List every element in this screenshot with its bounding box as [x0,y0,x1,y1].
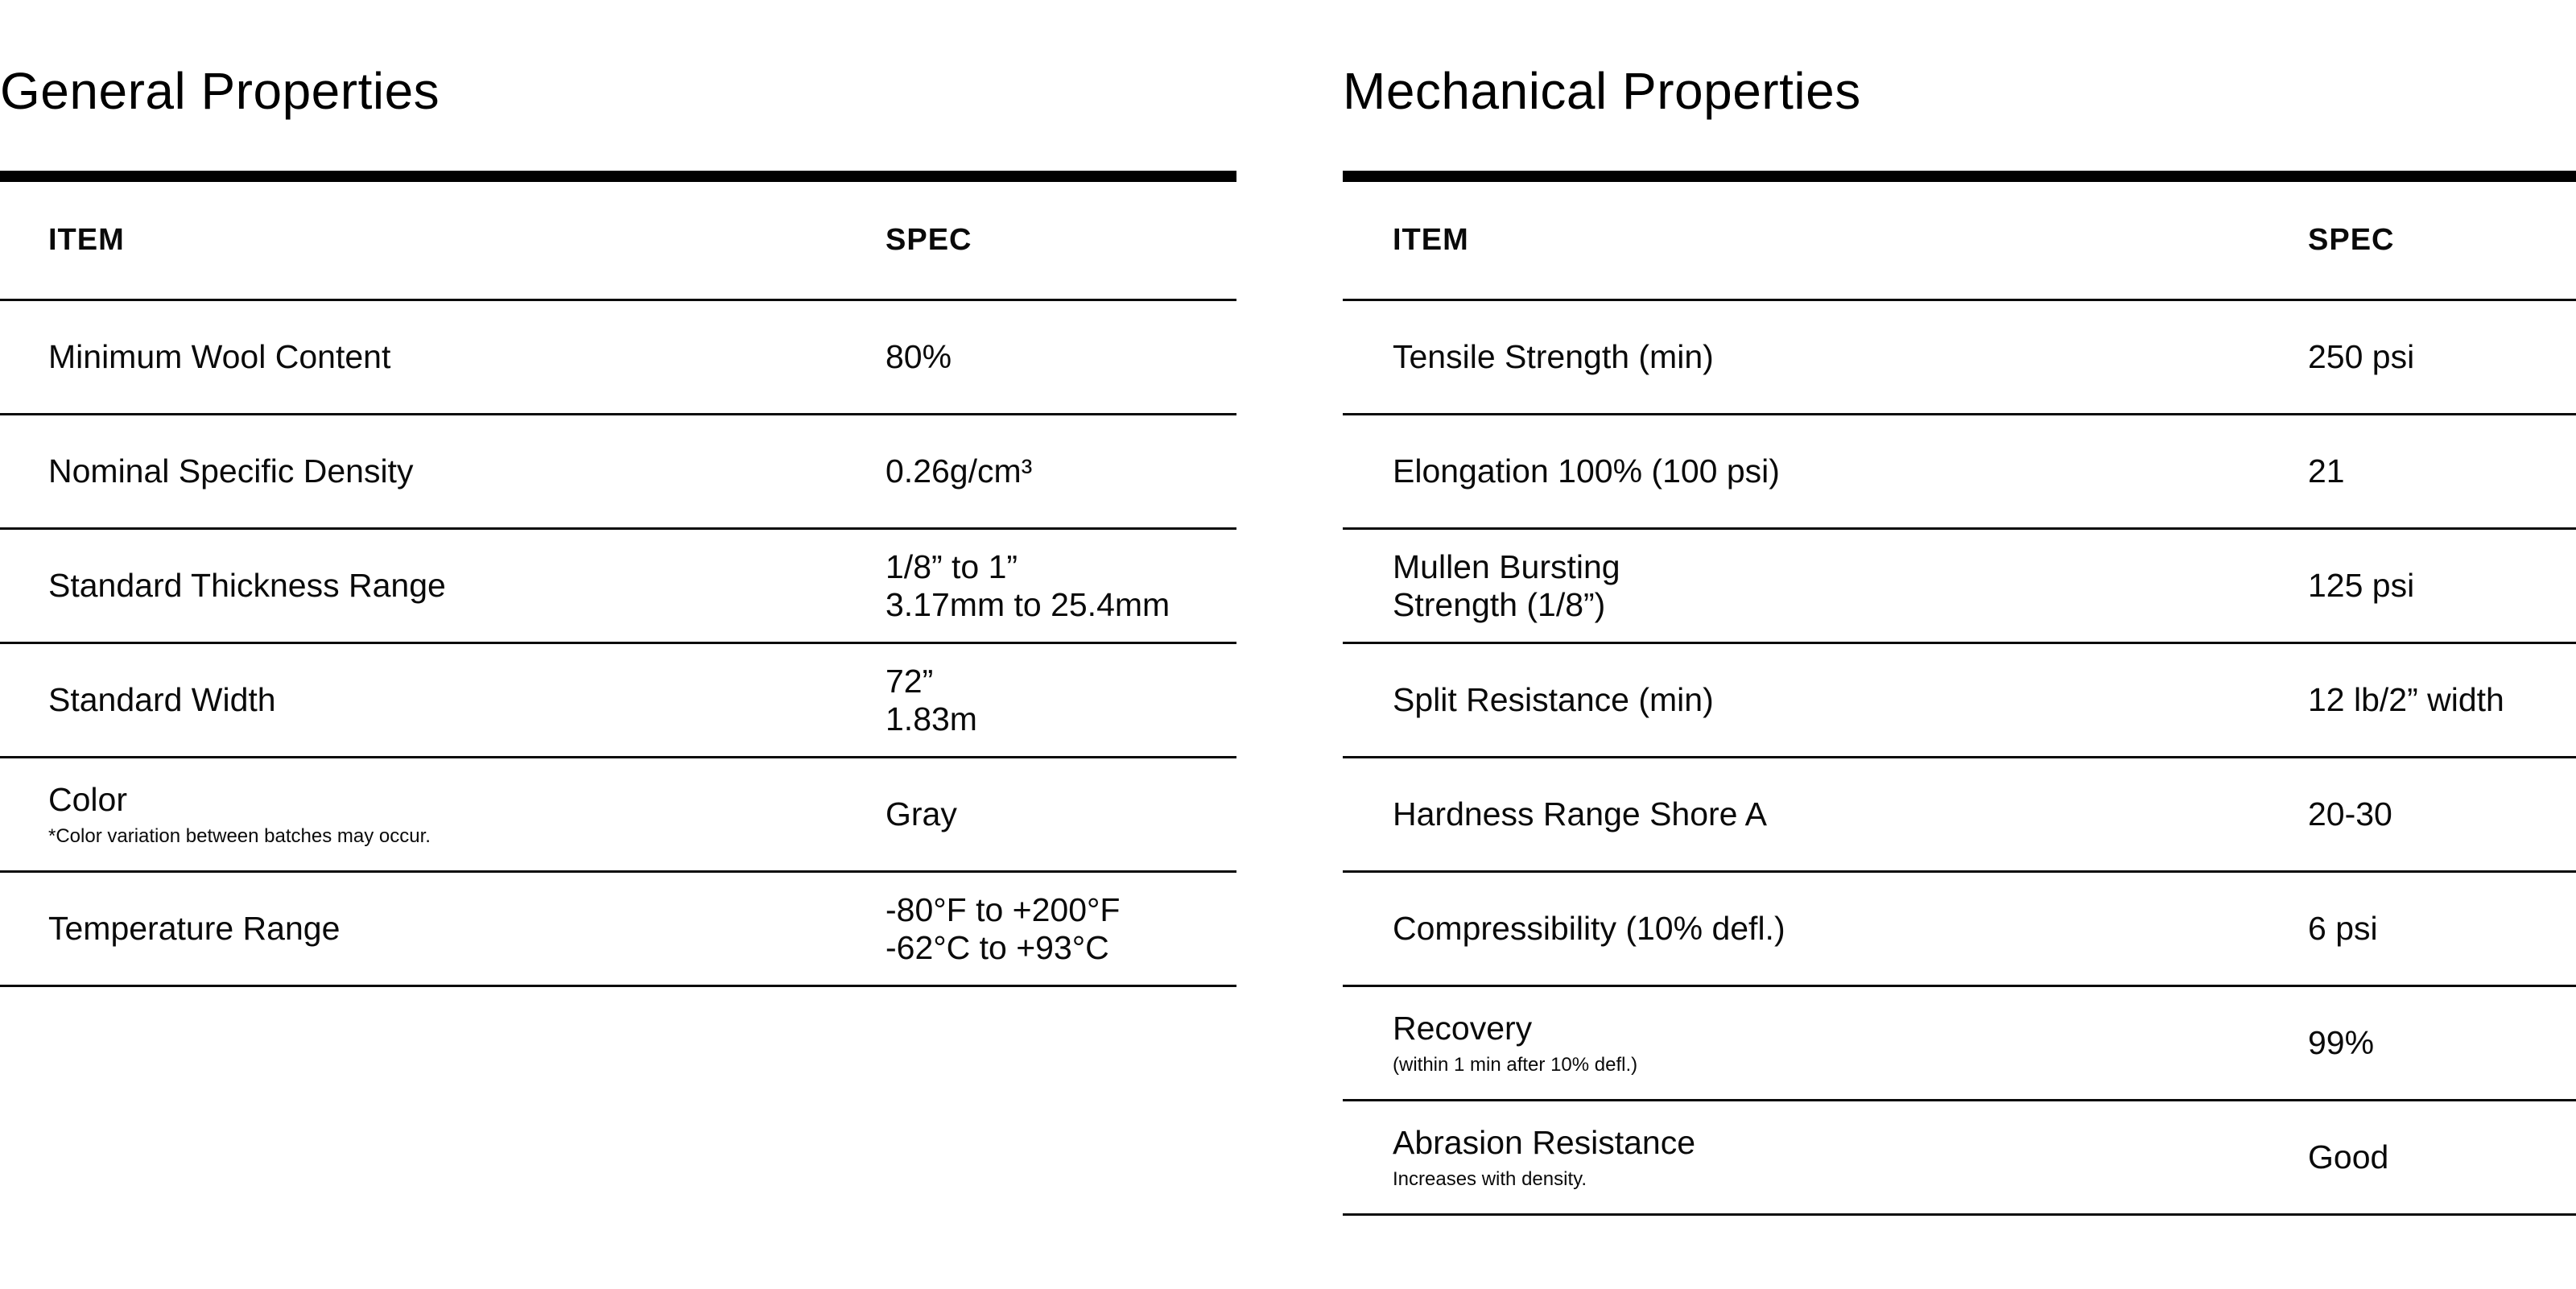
spec-cell [886,452,1236,490]
item-label-line: Strength (1/8”) [1393,585,1606,623]
spec-value: 6 psi [2308,910,2378,948]
item-label: Nominal Specific Density [48,452,414,490]
spec-value: 12 lb/2” width [2308,681,2504,719]
spec-value-line: -80°F to +200°F [886,890,1121,928]
spec-value-line: 1.83m [886,700,977,737]
spec-value: 125 psi [2308,567,2415,605]
item-label: Color [48,780,127,818]
item-cell [1343,910,2308,948]
item-cell [1343,681,2308,719]
item-cell [1343,338,2308,376]
item-label: Standard Width [48,681,276,719]
column-header-item: ITEM [1393,223,1469,258]
item-cell [0,567,886,605]
column-header-spec: SPEC [2308,223,2395,258]
spec-value-line: -62°C to +93°C [886,928,1109,966]
table-title: General Properties [0,62,440,120]
table-row [0,530,1236,644]
table-row [1343,873,2576,987]
mechanical-properties-table [1343,0,2576,1216]
spec-cell [2308,795,2576,833]
item-label: Recovery [1393,1009,1533,1047]
general-properties-table [0,0,1236,987]
table-row [1343,644,2576,758]
item-label: Standard Thickness Range [48,567,446,605]
table-row [0,301,1236,415]
table-row [1343,530,2576,644]
item-cell [1343,452,2308,490]
item-note: (within 1 min after 10% defl.) [1393,1053,1638,1076]
item-cell [0,681,886,719]
spec-cell [2308,452,2576,490]
table-row [1343,415,2576,530]
table-row [0,873,1236,987]
item-cell [0,781,886,849]
spec-value-line: 3.17mm to 25.4mm [886,585,1170,623]
column-header-spec: SPEC [886,223,972,258]
spec-cell [886,891,1236,967]
spec-value-line: 72” [886,662,934,700]
spec-cell [2308,1138,2576,1176]
item-cell [0,910,886,948]
spec-cell [886,548,1236,624]
table-row [1343,987,2576,1101]
spec-value: 99% [2308,1024,2375,1062]
item-cell [0,338,886,376]
item-label: Minimum Wool Content [48,338,391,376]
item-label: Elongation 100% (100 psi) [1393,452,1780,490]
item-cell [1343,795,2308,833]
item-label: Hardness Range Shore A [1393,795,1767,833]
item-label: Split Resistance (min) [1393,681,1714,719]
title-rule [0,171,1236,182]
spec-value: 250 psi [2308,338,2415,376]
spec-cell [886,338,1236,376]
table-header-row [0,182,1236,301]
spec-cell [2308,338,2576,376]
item-label: Temperature Range [48,910,341,948]
spec-cell [886,795,1236,833]
table-row [1343,1101,2576,1216]
item-cell [1343,1124,2308,1192]
spec-value: Good [2308,1138,2389,1176]
spec-cell [886,663,1236,738]
item-label: Tensile Strength (min) [1393,338,1714,376]
spec-value-line: 1/8” to 1” [886,547,1018,585]
spec-cell [2308,1024,2576,1062]
table-row [0,644,1236,758]
item-cell [0,452,886,490]
table-header-row [1343,182,2576,301]
table-row [1343,301,2576,415]
spec-cell [2308,681,2576,719]
table-row [1343,758,2576,873]
item-note: Increases with density. [1393,1167,1587,1190]
item-label-line: Mullen Bursting [1393,547,1620,585]
item-label: Abrasion Resistance [1393,1123,1696,1161]
column-header-item: ITEM [48,223,125,258]
table-title: Mechanical Properties [1343,62,1861,120]
spec-cell [2308,910,2576,948]
spec-value: Gray [886,795,957,833]
spec-value: 0.26g/cm³ [886,452,1033,490]
item-note: *Color variation between batches may occur. [48,824,431,847]
title-rule [1343,171,2576,182]
spec-value: 20-30 [2308,795,2392,833]
table-row [0,415,1236,530]
spec-value: 80% [886,338,952,376]
table-row [0,758,1236,873]
item-label: Compressibility (10% defl.) [1393,910,1785,948]
item-cell [1343,548,2308,624]
spec-cell [2308,567,2576,605]
spec-value: 21 [2308,452,2345,490]
item-cell [1343,1010,2308,1077]
